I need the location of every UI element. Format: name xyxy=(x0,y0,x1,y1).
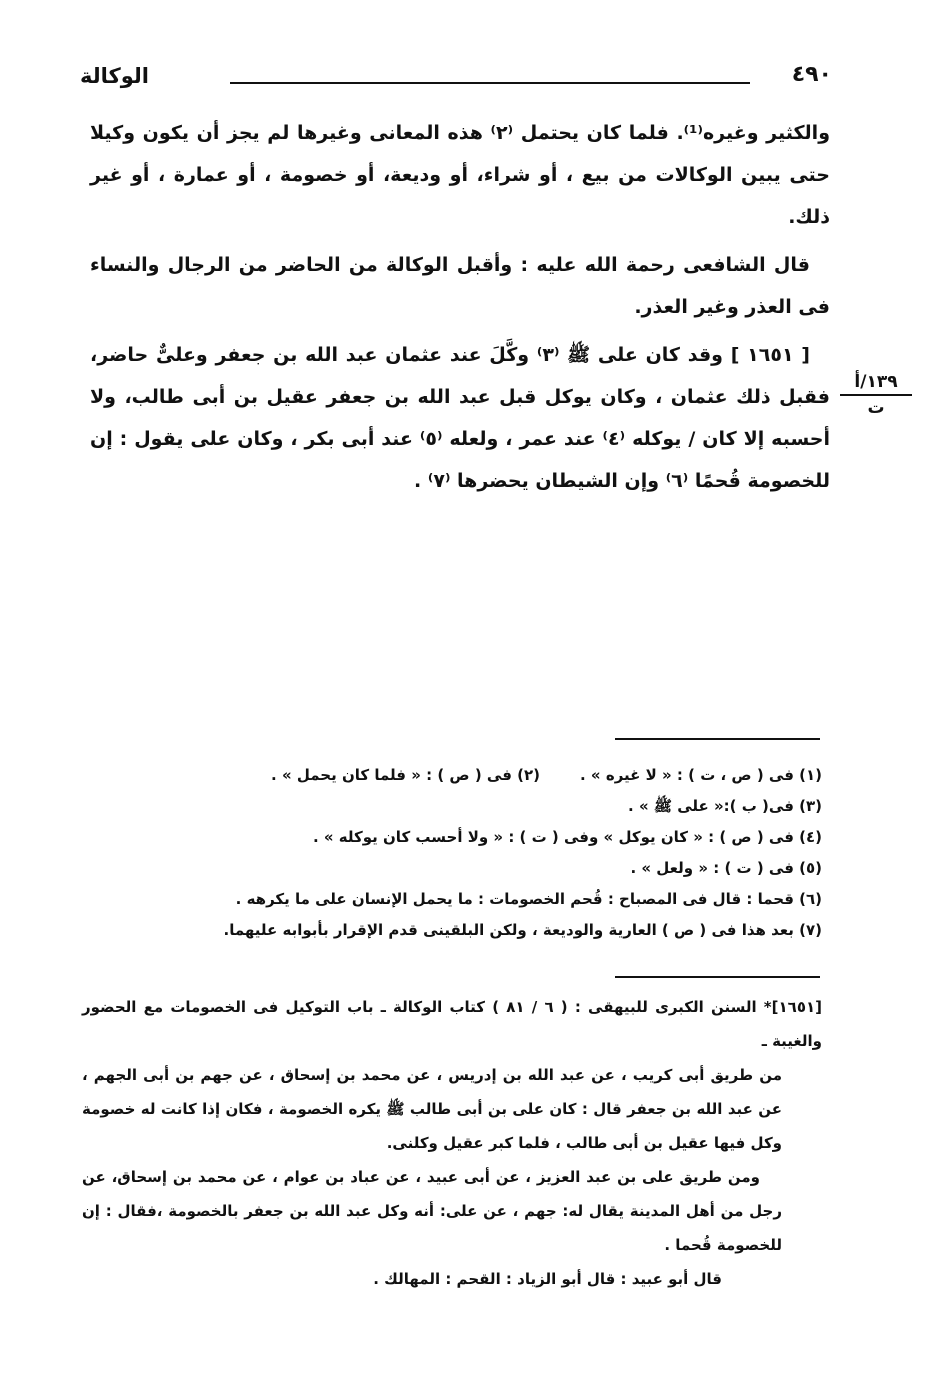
main-paragraph-3: [ ١٦٥١ ] وقد كان على ﷺ ⁽٣⁾ وكَّلَ عند عثمان عبد الله بن جعفر وعلىٌّ حاضر، فقبل ذلك عثمان ، وكان يوكل قبل عبد الله بن جعفر عقيل بن أبى طالب، ولا أحسبه إلا كان / يوكله ⁽٤⁾ عند عمر ، ولعله ⁽٥⁾ عند أبى بكر ، وكان على يقول : إن للخصومة قُحمًا ⁽٦⁾ وإن الشيطان يحضرها ⁽٧⁾ . xyxy=(90,344,830,492)
footnote-5: (٥) فى ( ت ) : « ولعل » . xyxy=(630,859,822,877)
takhrij-notes xyxy=(82,990,822,1296)
footnotes xyxy=(182,760,822,946)
footnote-row-1 xyxy=(182,760,822,791)
takhrij-heading: [١٦٥١]* السنن الكبرى للبيهقى : ( ٦ / ٨١ ) كتاب الوكالة ـ باب التوكيل فى الخصومات مع الحضور والغيبة ـ xyxy=(82,998,822,1050)
footnote-4: (٤) فى ( ص ) : « كان يوكل » وفى ( ت ) : « ولا أحسب كان يوكله » . xyxy=(312,828,822,846)
page-header xyxy=(80,62,840,102)
footnote-6: (٦) قحما : قال فى المصباح : قُحم الخصومات : ما يحمل الإنسان على ما يكرهه . xyxy=(235,890,822,908)
header-rule xyxy=(230,82,750,84)
main-text xyxy=(90,112,830,508)
footnote-7: (٧) بعد هذا فى ( ص ) العارية والوديعة ، ولكن البلقينى قدم الإقرار بأبوابه عليهما. xyxy=(223,921,822,939)
manuscript-folio-note xyxy=(840,372,912,418)
footnote-3: (٣) فى( ب ):« على ﷺ » . xyxy=(628,797,822,815)
takhrij-paragraph-1: من طريق أبى كريب ، عن عبد الله بن إدريس ، عن محمد بن إسحاق ، عن جهم بن أبى الجهم ، عن عبد الله بن جعفر قال : كان على بن أبى طالب ﷺ يكره الخصومة ، فكان إذا كانت له خصومة وكل فيها عقيل بن أبى طالب ، فلما كبر عقيل وكلنى. xyxy=(82,1066,782,1152)
takhrij-paragraph-3: قال أبو عبيد : قال أبو الزياد : القحم : المهالك . xyxy=(373,1270,722,1288)
takhrij-paragraph-2: ومن طريق على بن عبد العزيز ، عن أبى عبيد ، عن عباد بن عوام ، عن محمد بن إسحاق، عن رجل من أهل المدينة يقال له: جهم ، عن على: أنه وكل عبد الله بن جعفر بالخصومة ،فقال : إن للخصومة قُحما . xyxy=(82,1168,782,1254)
takhrij-divider xyxy=(615,976,820,978)
running-title: الوكالة xyxy=(80,64,149,88)
footnote-2: (٢) فى ( ص ) : « فلما كان يحمل » . xyxy=(271,766,540,784)
folio-number: ١٣٩/أ xyxy=(840,372,912,396)
main-paragraph-2: قال الشافعى رحمة الله عليه : وأقبل الوكالة من الحاضر من الرجال والنساء فى العذر وغير العذر. xyxy=(90,254,830,318)
page-number: ٤٩٠ xyxy=(791,62,832,87)
manuscript-sigla: ت xyxy=(867,398,885,418)
footnote-1: (١) فى ( ص ، ت ) : « لا غيره » . xyxy=(580,766,822,784)
footnotes-divider xyxy=(615,738,820,740)
main-paragraph-1: والكثير وغيره⁽¹⁾. فلما كان يحتمل ⁽٢⁾ هذه المعانى وغيرها لم يجز أن يكون وكيلا حتى يبين الوكالات من بيع ، أو شراء، أو وديعة، أو خصومة ، أو عمارة ، أو غير ذلك. xyxy=(90,122,831,228)
